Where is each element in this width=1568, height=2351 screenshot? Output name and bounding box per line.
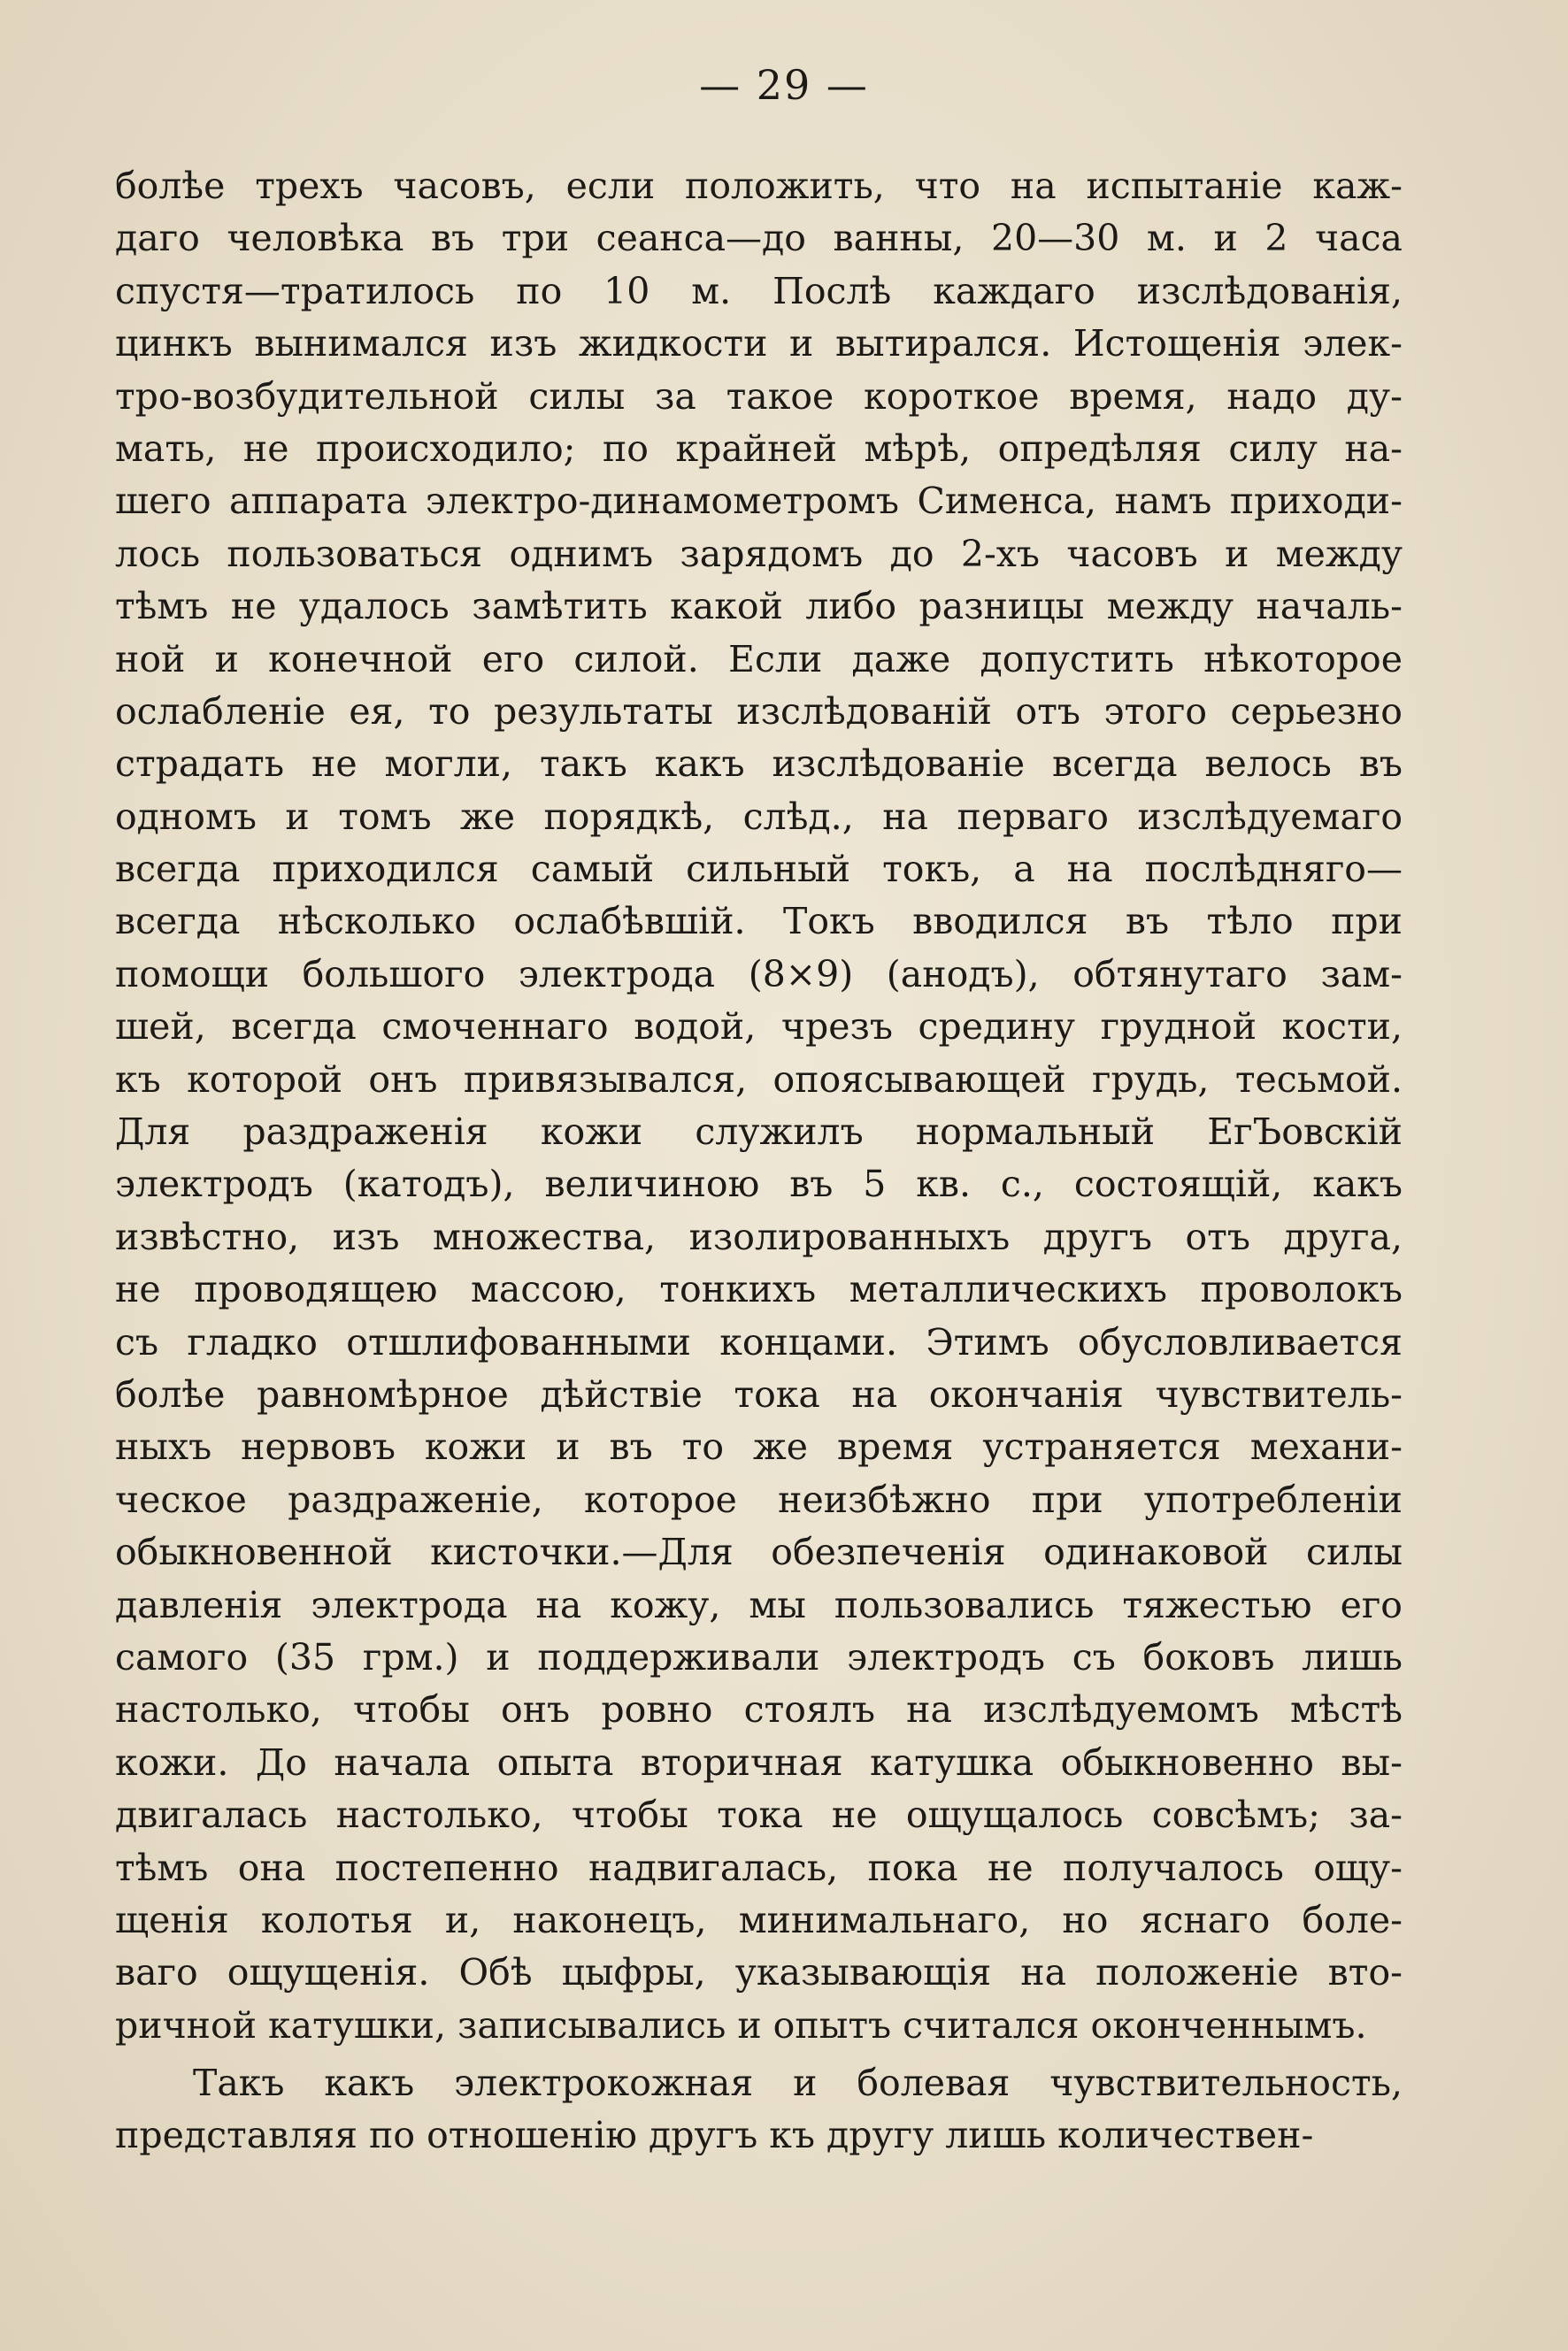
text-line: даго человѣка въ три сеанса—до ванны, 20—30 м. и 2 часа bbox=[115, 217, 1403, 260]
text-line: Для раздраженія кожи служилъ нормальный ЕгЪовскій bbox=[115, 1110, 1403, 1154]
text-line: одномъ и томъ же порядкѣ, слѣд., на перваго изслѣдуемаго bbox=[115, 795, 1403, 838]
text-line: мать, не происходило; по крайней мѣрѣ, опредѣляя силу на- bbox=[115, 426, 1403, 470]
text-line: представляя по отношенію другъ къ другу лишь количествен- bbox=[115, 2114, 1314, 2157]
text-line: обыкновенной кисточки.—Для обезпеченія одинаковой силы bbox=[115, 1531, 1403, 1574]
text-line: шей, всегда смоченнаго водой, чрезъ средину грудной кости, bbox=[115, 1005, 1403, 1049]
text-line: ослабленіе ея, то результаты изслѣдованій отъ этого серьезно bbox=[115, 689, 1403, 733]
text-line: къ которой онъ привязывался, опоясывающей грудь, тесьмой. bbox=[115, 1057, 1403, 1101]
text-line: ныхъ нервовъ кожи и въ то же время устраняется механи- bbox=[115, 1425, 1403, 1469]
text-line: ной и конечной его силой. Если даже допустить нѣкоторое bbox=[115, 637, 1403, 680]
text-line: электродъ (катодъ), величиною въ 5 кв. с., состоящій, какъ bbox=[115, 1163, 1403, 1206]
text-line: давленія электрода на кожу, мы пользовались тяжестью его bbox=[115, 1583, 1403, 1626]
text-line: Такъ какъ электрокожная и болевая чувствительность, bbox=[193, 2062, 1403, 2105]
body-text bbox=[115, 160, 1403, 2163]
text-line: тро-возбудительной силы за такое короткое время, надо ду- bbox=[115, 374, 1403, 418]
text-line: лось пользоваться однимъ зарядомъ до 2-хъ часовъ и между bbox=[115, 532, 1403, 575]
paragraph bbox=[115, 160, 1403, 2052]
text-line: шего аппарата электро-динамометромъ Сименса, намъ приходи- bbox=[115, 480, 1403, 523]
text-line: извѣстно, изъ множества, изолированныхъ другъ отъ друга, bbox=[115, 1215, 1403, 1258]
text-line: спустя—тратилось по 10 м. Послѣ каждаго изслѣдованія, bbox=[115, 269, 1403, 312]
text-line: ричной катушки, записывались и опытъ считался оконченнымъ. bbox=[115, 2003, 1367, 2047]
text-line: двигалась настолько, чтобы тока не ощущалось совсѣмъ; за- bbox=[115, 1794, 1403, 1837]
text-line: съ гладко отшлифованными концами. Этимъ обусловливается bbox=[115, 1320, 1403, 1364]
text-line: ческое раздраженіе, которое неизбѣжно при употребленіи bbox=[115, 1478, 1403, 1521]
text-line: щенія колотья и, наконецъ, минимальнаго, но яснаго боле- bbox=[115, 1898, 1403, 1941]
text-line: кожи. До начала опыта вторичная катушка обыкновенно вы- bbox=[115, 1740, 1403, 1784]
text-line: тѣмъ она постепенно надвигалась, пока не получалось ощу- bbox=[115, 1846, 1403, 1889]
page-number: — 29 — bbox=[699, 61, 869, 109]
paragraph bbox=[115, 2057, 1403, 2163]
text-line: болѣе трехъ часовъ, если положить, что на испытаніе каж- bbox=[115, 165, 1403, 207]
text-line: ваго ощущенія. Обѣ цыфры, указывающія на положеніе вто- bbox=[115, 1951, 1403, 1994]
text-line: не проводящею массою, тонкихъ металлическихъ проволокъ bbox=[115, 1268, 1403, 1311]
text-line: самого (35 грм.) и поддерживали электродъ съ боковъ лишь bbox=[115, 1635, 1403, 1679]
text-line: болѣе равномѣрное дѣйствіе тока на окончанія чувствитель- bbox=[115, 1372, 1403, 1416]
text-line: настолько, чтобы онъ ровно стоялъ на изслѣдуемомъ мѣстѣ bbox=[115, 1688, 1403, 1732]
text-line: тѣмъ не удалось замѣтить какой либо разницы между началь- bbox=[115, 585, 1403, 628]
text-line: всегда нѣсколько ослабѣвшій. Токъ вводился въ тѣло при bbox=[115, 900, 1403, 943]
text-line: цинкъ вынимался изъ жидкости и вытирался. Истощенія элек- bbox=[115, 322, 1403, 365]
text-line: помощи большого электрода (8×9) (анодъ), обтянутаго зам- bbox=[115, 952, 1403, 995]
text-line: страдать не могли, такъ какъ изслѣдованіе всегда велось въ bbox=[115, 742, 1403, 786]
text-line: всегда приходился самый сильный токъ, а на послѣдняго— bbox=[115, 848, 1403, 891]
